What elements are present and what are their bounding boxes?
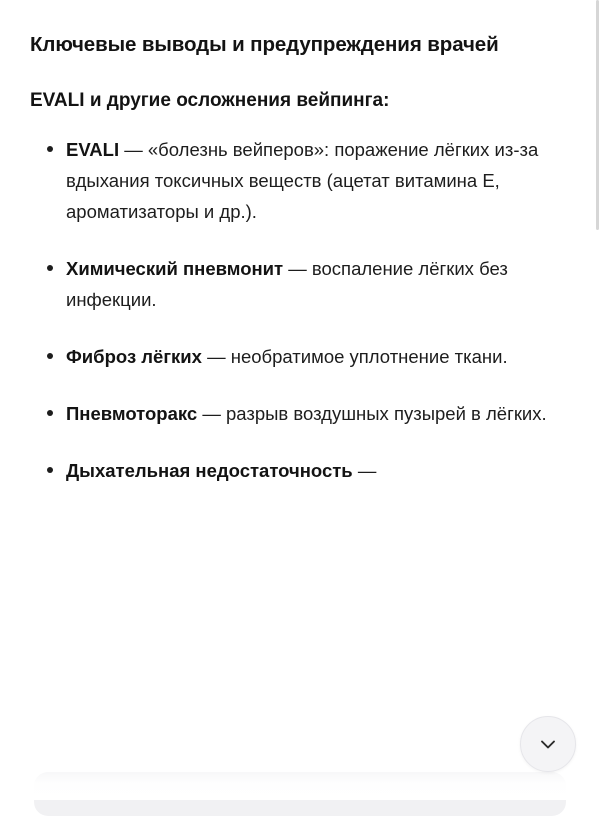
- scrollbar[interactable]: [596, 0, 600, 800]
- list-item-dash: —: [197, 403, 226, 425]
- list-item-term: Химический пневмонит: [66, 257, 284, 279]
- list-item: [30, 341, 570, 372]
- list-item-text: воспаление лёгких без инфекции.: [66, 257, 508, 311]
- list-item-term: Пневмоторакс: [66, 403, 198, 425]
- list-item: [30, 455, 570, 486]
- list-item-text: необратимое уплотнение ткани.: [230, 346, 508, 368]
- bottom-card: [34, 772, 566, 816]
- expand-button[interactable]: [520, 716, 576, 772]
- chevron-down-icon: [536, 732, 560, 756]
- list-item-text: разрыв воздушных пузырей в лёгких.: [225, 403, 547, 425]
- list-item: [30, 398, 570, 429]
- list-item: [30, 134, 570, 227]
- section-heading: EVALI и другие осложнения вейпинга:: [30, 90, 390, 112]
- list-item-text: «болезнь вейперов»: поражение лёгких из-за вдыхания токсичных веществ (ацетат витамина Е, ароматизаторы и др.).: [66, 138, 539, 222]
- complications-list: [30, 134, 570, 487]
- scrollbar-thumb[interactable]: [596, 0, 599, 230]
- list-item-dash: —: [352, 460, 377, 482]
- page-title: Ключевые выводы и предупреждения врачей: [30, 33, 499, 56]
- list-item-dash: —: [283, 257, 312, 279]
- list-item-term: Дыхательная недостаточность: [66, 460, 353, 482]
- list-item-dash: —: [201, 346, 231, 368]
- list-item-term: EVALI: [66, 138, 120, 160]
- list-item-dash: —: [119, 138, 148, 160]
- list-item: [30, 253, 570, 315]
- list-item-term: Фиброз лёгких: [66, 346, 202, 368]
